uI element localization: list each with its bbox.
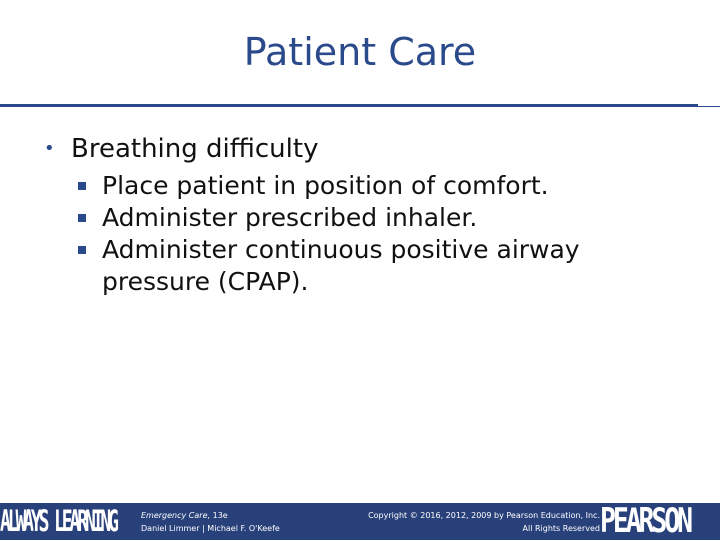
sub-bullet-item [78,234,678,298]
sub-bullet-list [78,170,678,298]
authors: Daniel Limmer | Michael F. O'Keefe [141,524,280,533]
square-bullet-icon [78,214,86,222]
sub-bullet-item [78,170,678,202]
bullet-dot-icon: • [44,138,55,159]
book-edition: , 13e [207,511,228,520]
always-learning-logo: ALWAYS LEARNING [0,504,116,538]
bullet-text: Breathing difficulty [71,134,319,164]
sub-bullet-text: Place patient in position of comfort. [102,171,549,200]
footer-copyright [330,509,600,535]
rights-line: All Rights Reserved [522,524,600,533]
copyright-line: Copyright © 2016, 2012, 2009 by Pearson Education, Inc. [368,511,600,520]
title-divider-tail [698,106,720,107]
square-bullet-icon [78,182,86,190]
square-bullet-icon [78,246,86,254]
sub-bullet-text: Administer continuous positive airway pressure (CPAP). [102,235,580,296]
sub-bullet-text: Administer prescribed inhaler. [102,203,478,232]
slide-title: Patient Care [243,30,477,74]
sub-bullet-item [78,202,678,234]
footer-credit [141,509,331,535]
title-divider [0,104,698,107]
book-title: Emergency Care [141,511,208,520]
footer-bar [0,503,720,540]
book-line [141,509,331,522]
pearson-logo: PEARSON [600,501,690,541]
